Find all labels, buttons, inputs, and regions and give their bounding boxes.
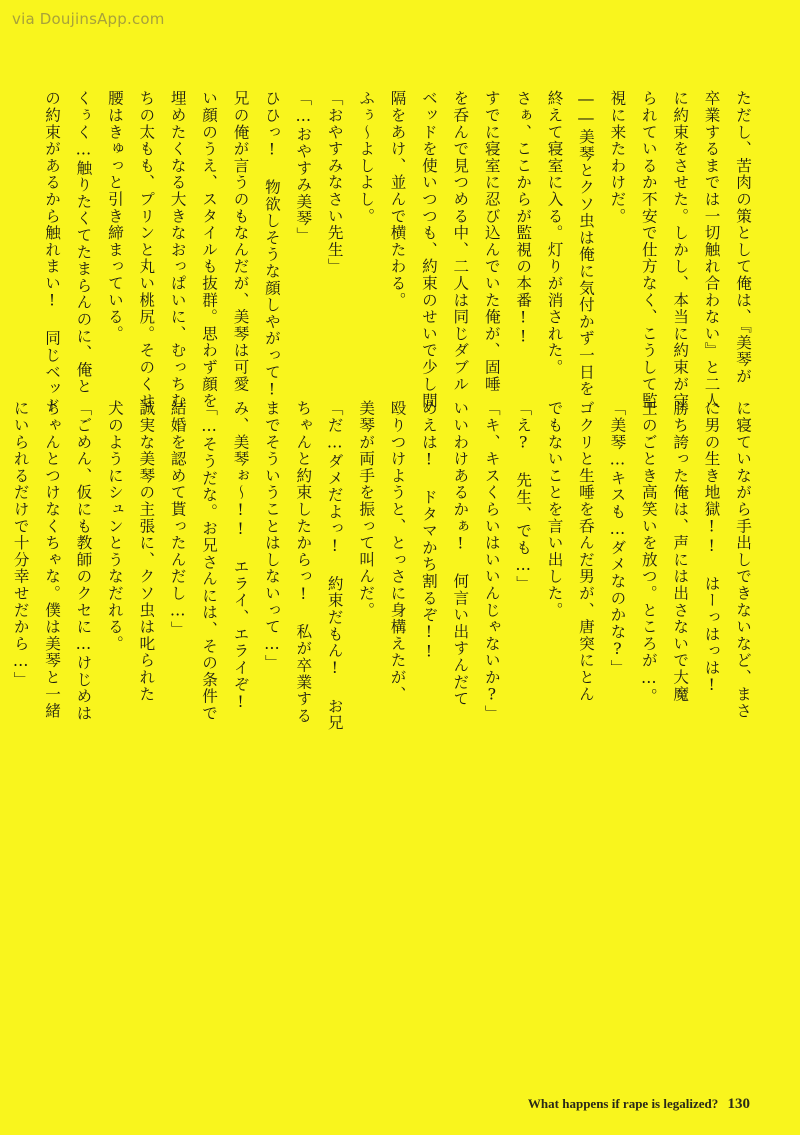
text-column: 美琴が両手を振って叫んだ。 [357, 400, 376, 619]
text-column: ――美琴とクソ虫は俺に気付かず一日を [576, 90, 595, 398]
text-column: 埋めたくなる大きなおっぱいに、むっちむ [168, 90, 187, 410]
text-column: 結婚を認めて貰ったんだし…」 [168, 400, 187, 638]
text-column: 隔をあけ、並んで横たわる。 [388, 90, 407, 309]
text-column: い顔のうえ、スタイルも抜群。思わず顔を [200, 90, 219, 410]
text-column: 腰はきゅっと引き締まっている。 [105, 90, 124, 342]
text-column: 兄の俺が言うのもなんだが、美琴は可愛 [231, 90, 250, 393]
text-column: 「ごめん、仮にも教師のクセに…けじめは [74, 400, 93, 722]
text-column: み、美琴ぉ～!! エライ、エライぞ! [231, 400, 250, 712]
text-column: めえは! ドタマかち割るぞ!! [419, 400, 438, 662]
text-column: すでに寝室に忍び込んでいた俺が、固唾 [482, 90, 501, 393]
text-column: さぁ、ここからが監視の本番!! [514, 90, 533, 347]
text-column: を呑んで見つめる中、二人は同じダブル [451, 90, 470, 393]
text-column: 「キ、キスくらいはいいんじゃないか?」 [482, 400, 501, 722]
text-column: 終えて寝室に入る。灯りが消された。 [545, 90, 564, 376]
text-column: 勝ち誇った俺は、声には出さないで大魔 [671, 400, 690, 703]
text-column: までそういうことはしないって…」 [262, 400, 281, 672]
text-column: 卒業するまでは一切触れ合わない』と二人 [702, 90, 721, 410]
text-column: 「…そうだな。お兄さんには、その条件で [200, 400, 219, 722]
text-column: くぅく…触りたくてたまらんのに、俺と [74, 90, 93, 395]
text-column: 「だ…ダメだよっ! 約束だもん! お兄 [325, 400, 344, 732]
page-number: 130 [727, 1096, 750, 1112]
text-column: 犬のようにシュンとうなだれる。 [105, 400, 124, 652]
text-column: 王のごとき高笑いを放つ。ところが…。 [639, 400, 658, 705]
bottom-text-block [11, 400, 758, 1080]
book-title: What happens if rape is legalized? [527, 1096, 719, 1111]
text-column: ちゃんとつけなくちゃな。僕は美琴と一緒 [43, 400, 62, 720]
text-column: 視に来たわけだ。 [608, 90, 627, 225]
text-column: 「え? 先生、でも…」 [514, 400, 533, 592]
text-column: 「美琴…キスも…ダメなのかな?」 [608, 400, 627, 676]
text-column: ゴクリと生唾を呑んだ男が、唐突にとん [576, 400, 595, 703]
watermark: via DoujinsApp.com [12, 10, 165, 28]
text-column: に寝ていながら手出しできないなど、まさ [734, 400, 752, 720]
text-column: 「…おやすみ美琴」 [294, 90, 313, 244]
text-column: でもないことを言い出した。 [545, 400, 564, 619]
text-column: に約束をさせた。しかし、本当に約束が守 [671, 90, 690, 410]
text-column: にいられるだけで十分幸せだから…」 [11, 400, 30, 688]
text-column: ちの太もも、プリンと丸い桃尻。そのくせ [137, 90, 156, 410]
page-footer [528, 1096, 750, 1113]
text-column [0, 400, 4, 1080]
text-column: ひひっ! 物欲しそうな顔しやがって! [262, 90, 281, 400]
text-column: 「おやすみなさい先生」 [325, 90, 344, 275]
text-column: 殴りつけようと、とっさに身構えたが、 [388, 400, 407, 703]
text-column: ちゃんと約束したからっ! 私が卒業する [294, 400, 313, 724]
text-column: に男の生き地獄!! はーっはっは! [702, 400, 721, 696]
text-column: ただし、苦肉の策として俺は、『美琴が [734, 90, 752, 385]
text-column: の約束があるから触れまい! 同じベッド [43, 90, 62, 414]
text-column: ふぅ～よしよし。 [357, 90, 376, 225]
text-column: 誠実な美琴の主張に、クソ虫は叱られた [137, 400, 156, 703]
text-column: いいわけあるかぁ! 何言い出すんだて [451, 400, 470, 708]
top-text-block [43, 90, 758, 414]
text-column: ベッドを使いつつも、約束のせいで少し間 [419, 90, 438, 410]
text-column: られているか不安で仕方なく、こうして監 [639, 90, 658, 410]
